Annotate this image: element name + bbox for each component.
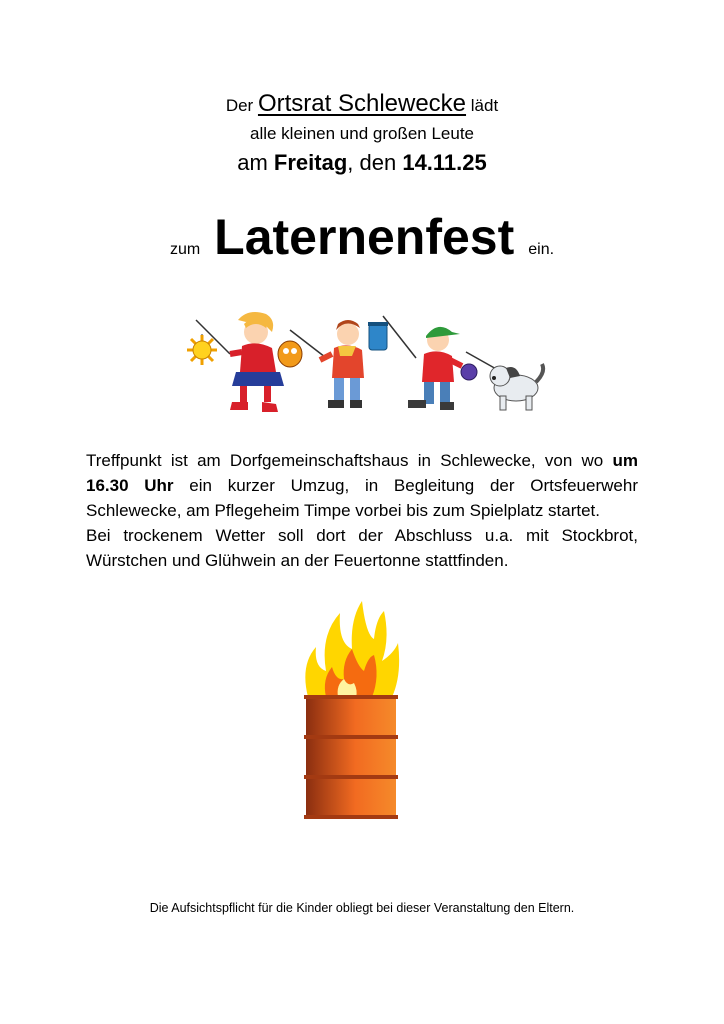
supervision-note: Die Aufsichtspflicht für die Kinder obliegt bei dieser Veranstaltung den Eltern.	[149, 901, 575, 915]
details-line-1	[86, 448, 638, 473]
organizer-name: Ortsrat Schlewecke	[257, 90, 467, 117]
details-paragraph	[86, 448, 638, 573]
event-title: Laternenfest	[214, 209, 515, 265]
details-text-b: ein kurzer Umzug, in Begleitung der Ortsfeuerwehr	[189, 476, 638, 495]
event-title-line	[0, 208, 724, 266]
owl-lantern-icon	[278, 330, 325, 367]
time-highlight-2: 16.30 Uhr	[86, 476, 174, 495]
details-line-4: Bei trockenem Wetter soll dort der Abschluss u.a. mit Stockbrot,	[86, 526, 638, 545]
boy-with-cap-icon	[408, 327, 462, 410]
sun-lantern-icon	[187, 320, 230, 365]
title-post: ein.	[528, 241, 555, 258]
flame-icon	[305, 601, 399, 697]
invitation-line-1	[0, 90, 724, 118]
weekday: Freitag	[273, 150, 348, 175]
girl-figure-icon	[230, 312, 284, 412]
date-prefix: am	[237, 150, 268, 175]
time-highlight-1: um	[612, 451, 639, 470]
date-line	[0, 150, 724, 176]
blue-lantern-icon	[368, 316, 416, 358]
verb-text: lädt	[470, 96, 499, 115]
date-middle: , den	[347, 150, 397, 175]
title-pre: zum	[169, 241, 201, 258]
details-line-2	[86, 473, 638, 498]
fire-barrel-icon	[296, 595, 406, 827]
children-with-lanterns-icon	[180, 302, 550, 427]
barrel-body	[304, 695, 398, 819]
event-date: 14.11.25	[402, 150, 487, 175]
audience-line: alle kleinen und großen Leute	[250, 124, 474, 143]
details-line-5: Würstchen und Glühwein an der Feuertonne stattfinden.	[86, 551, 509, 570]
details-line-3: Schlewecke, am Pflegeheim Timpe vorbei bis zum Spielplatz startet.	[86, 501, 601, 520]
details-text-a: Treffpunkt ist am Dorfgemeinschaftshaus in Schlewecke, von wo	[86, 451, 604, 470]
boy-figure-icon	[320, 320, 364, 408]
dog-icon	[490, 364, 543, 410]
prefix-text: Der	[225, 96, 254, 115]
